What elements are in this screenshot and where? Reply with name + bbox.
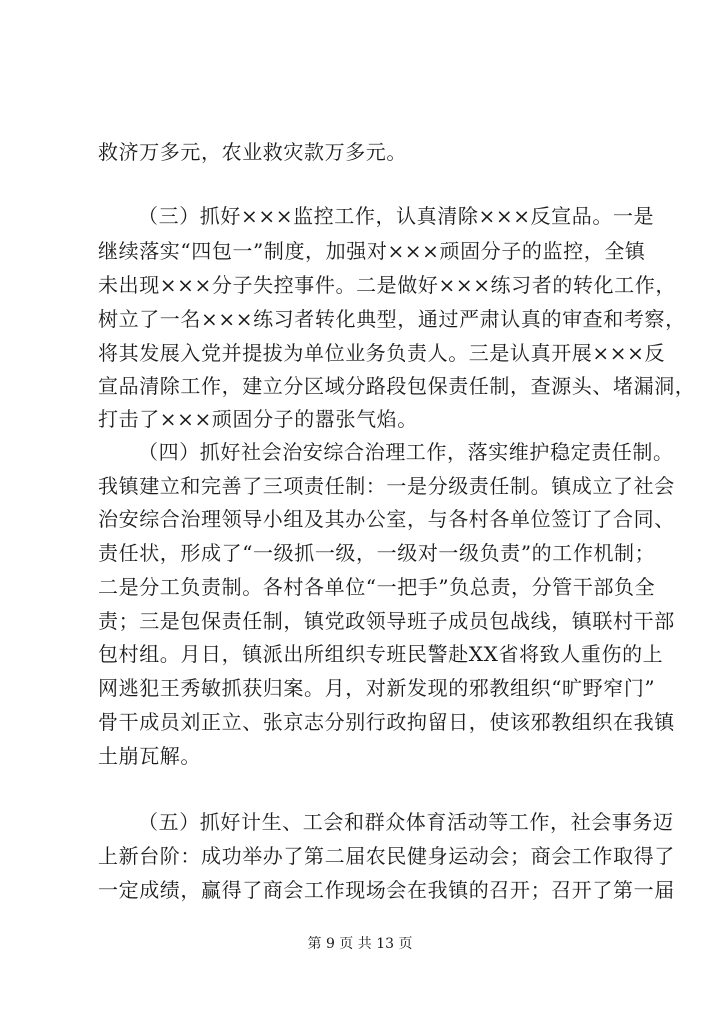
- paragraph-line: 责任状，形成了“一级抓一级，一级对一级负责”的工作机制；: [98, 541, 656, 565]
- paragraph-line: 治安综合治理领导小组及其办公室，与各村各单位签订了合同、: [98, 507, 675, 531]
- paragraph-line: 包村组。月日，镇派出所组织专班民警赴XX省将致人重伤的上: [98, 642, 664, 666]
- paragraph-line: 网逃犯王秀敏抓获归案。月，对新发现的邪教组织“旷野窄门”: [98, 676, 656, 700]
- page-number-footer: 第 9 页 共 13 页: [307, 936, 413, 952]
- section-heading-4: （四）抓好社会治安综合治理工作，落实维护稳定责任制。: [138, 440, 674, 464]
- paragraph-line: 上新台阶：成功举办了第二届农民健身运动会；商会工作取得了: [98, 844, 675, 868]
- paragraph-line: 未出现×××分子失控事件。二是做好×××练习者的转化工作，: [98, 273, 676, 297]
- paragraph-line: 宣品清除工作，建立分区域分路段包保责任制，查源头、堵漏洞，: [98, 374, 696, 398]
- paragraph-line: 继续落实“四包一”制度，加强对×××顽固分子的监控，全镇: [98, 239, 646, 263]
- paragraph-line: 一定成绩，赢得了商会工作现场会在我镇的召开；召开了第一届: [98, 878, 675, 902]
- paragraph-line: 责；三是包保责任制，镇党政领导班子成员包战线，镇联村干部: [98, 609, 675, 633]
- paragraph-line: 土崩瓦解。: [98, 744, 201, 768]
- section-heading-3: （三）抓好×××监控工作，认真清除×××反宣品。一是: [138, 204, 655, 228]
- paragraph-line: 我镇建立和完善了三项责任制：一是分级责任制。镇成立了社会: [98, 474, 675, 498]
- paragraph-line: 二是分工负责制。各村各单位“一把手”负总责，分管干部负全: [98, 575, 656, 599]
- paragraph-line: 将其发展入党并提拔为单位业务负责人。三是认真开展×××反: [98, 341, 666, 365]
- paragraph-line: 打击了×××顽固分子的嚣张气焰。: [98, 407, 418, 431]
- section-heading-5: （五）抓好计生、工会和群众体育活动等工作，社会事务迈: [138, 810, 674, 834]
- paragraph-line: 树立了一名×××练习者转化典型，通过严肃认真的审查和考察，: [98, 307, 686, 331]
- paragraph-line: 救济万多元，农业救灾款万多元。: [98, 140, 407, 164]
- paragraph-line: 骨干成员刘正立、张京志分别行政拘留日，使该邪教组织在我镇: [98, 710, 675, 734]
